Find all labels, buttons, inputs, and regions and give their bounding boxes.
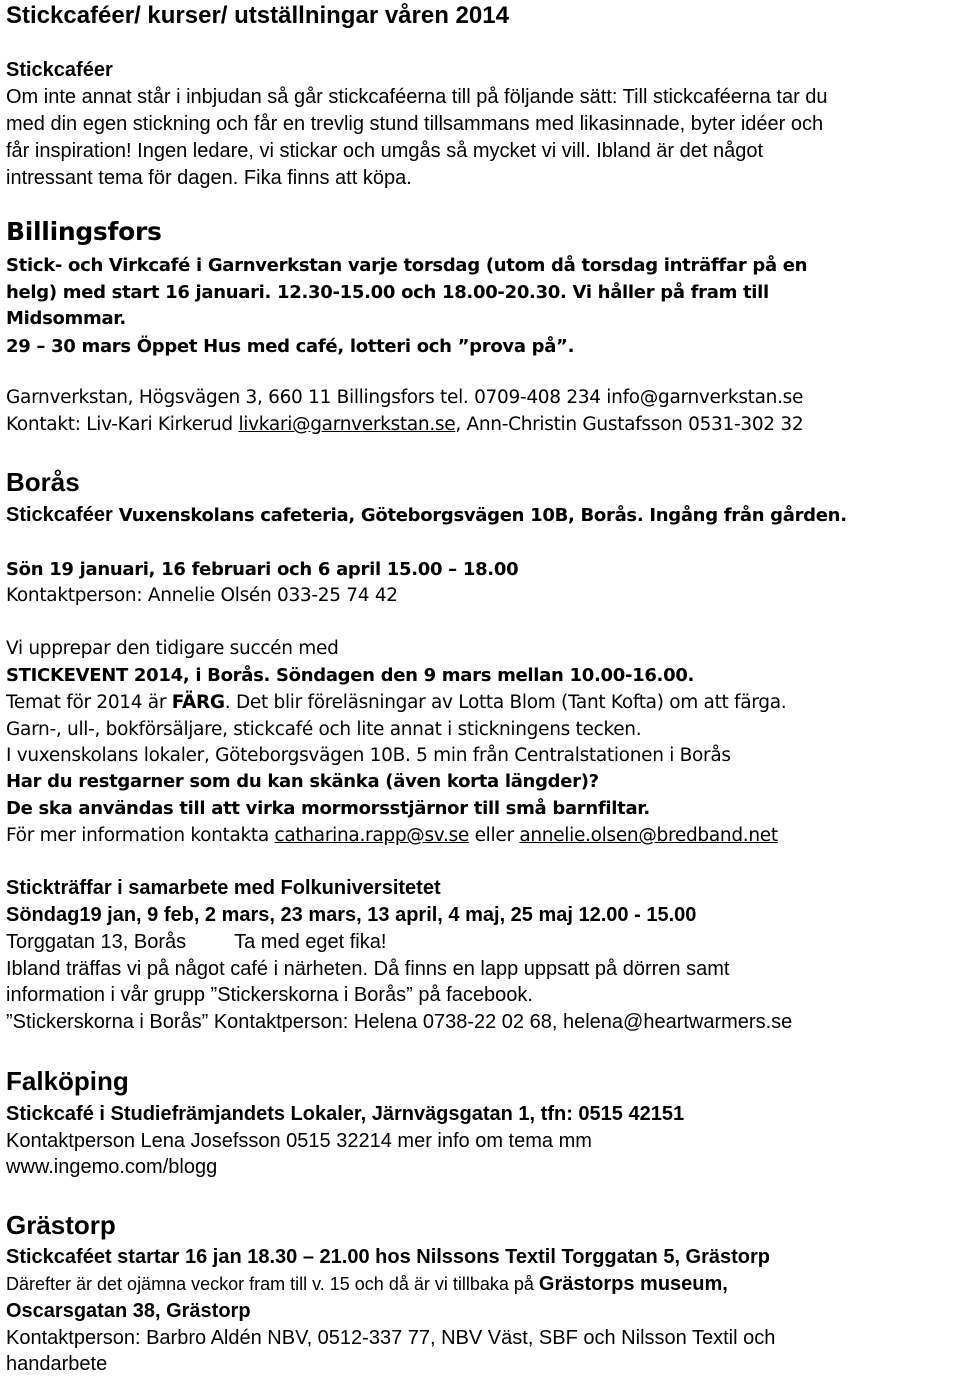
folkuni-cafe: Ibland träffas vi på något café i närheten. Då finns en lapp uppsatt på dörren samt <box>6 958 730 980</box>
contact-rest: , Ann-Christin Gustafsson 0531-302 32 <box>455 414 804 435</box>
falkoping-contact: Kontaktperson Lena Josefsson 0515 32214 mer info om tema mm <box>6 1130 592 1152</box>
billingsfors-open-house: 29 – 30 mars Öppet Hus med café, lotteri och ”prova på”. <box>6 336 575 357</box>
billingsfors-info-line: helg) med start 16 januari. 12.30-15.00 och 18.00-20.30. Vi håller på fram till <box>6 282 769 303</box>
page-title: Stickcaféer/ kurser/ utställningar våren 2014 <box>6 2 509 29</box>
catharina-email-link[interactable]: catharina.rapp@sv.se <box>274 825 470 846</box>
boras-question: De ska användas till att virka mormorsstjärnor till små barnfiltar. <box>6 798 650 819</box>
grastorp-address: Oscarsgatan 38, Grästorp <box>6 1300 251 1322</box>
billingsfors-heading: Billingsfors <box>6 217 162 246</box>
grastorp-contact: handarbete <box>6 1353 108 1375</box>
boras-event: STICKEVENT 2014, i Borås. Söndagen den 9 mars mellan 10.00-16.00. <box>6 665 695 686</box>
theme-word: FÄRG <box>171 692 225 713</box>
billingsfors-info-line: Midsommar. <box>6 308 126 329</box>
boras-contact: Kontaktperson: Annelie Olsén 033-25 74 42 <box>6 585 398 606</box>
folkuni-fika: Ta med eget fika! <box>234 931 387 953</box>
livkari-email-link[interactable]: livkari@garnverkstan.se <box>238 414 456 435</box>
boras-info <box>6 822 778 849</box>
info-mid: eller <box>469 825 520 846</box>
boras-dates: Sön 19 januari, 16 februari och 6 april 15.00 – 18.00 <box>6 559 519 580</box>
grastorp-after-text: Därefter är det ojämna veckor fram till v. 15 och då är vi tillbaka på <box>6 1274 539 1294</box>
boras-location: I vuxenskolans lokaler, Göteborgsvägen 10B. 5 min från Centralstationen i Borås <box>6 745 731 766</box>
folkuni-address: Torggatan 13, Borås <box>6 931 187 953</box>
info-prefix: För mer information kontakta <box>6 825 275 846</box>
billingsfors-contact <box>6 411 803 438</box>
grastorp-after <box>6 1271 728 1298</box>
falkoping-venue: Stickcafé i Studiefrämjandets Lokaler, Järnvägsgatan 1, tfn: 0515 42151 <box>6 1103 685 1125</box>
billingsfors-info-line: Stick- och Virkcafé i Garnverkstan varje torsdag (utom då torsdag inträffar på en <box>6 255 808 276</box>
boras-venue-lead: Stickcaféer <box>6 504 113 526</box>
folkuni-contact: ”Stickerskorna i Borås” Kontaktperson: Helena 0738-22 02 68, helena@heartwarmers.se <box>6 1011 793 1033</box>
boras-question: Har du restgarner som du kan skänka (även korta längder)? <box>6 771 599 792</box>
contact-prefix: Kontakt: Liv-Kari Kirkerud <box>6 414 239 435</box>
billingsfors-address: Garnverkstan, Högsvägen 3, 660 11 Billingsfors tel. 0709-408 234 info@garnverkstan.se <box>6 387 804 408</box>
annelie-email-link[interactable]: annelie.olsen@bredband.net <box>519 825 778 846</box>
intro-line: får inspiration! Ingen ledare, vi stickar och umgås så mycket vi vill. Ibland är det något <box>6 140 764 162</box>
boras-venue <box>6 502 847 529</box>
boras-theme <box>6 689 786 716</box>
folkuni-cafe: information i vår grupp ”Stickerskorna i Borås” på facebook. <box>6 984 533 1006</box>
intro-line: Om inte annat står i inbjudan så går stickcaféerna till på följande sätt: Till stickcaféerna tar du <box>6 86 828 108</box>
grastorp-contact: Kontaktperson: Barbro Aldén NBV, 0512-337 77, NBV Väst, SBF och Nilsson Textil och <box>6 1327 776 1349</box>
falkoping-url[interactable]: www.ingemo.com/blogg <box>6 1156 218 1178</box>
theme-prefix: Temat för 2014 är <box>6 692 172 713</box>
falkoping-heading: Falköping <box>6 1066 129 1096</box>
theme-rest: . Det blir föreläsningar av Lotta Blom (Tant Kofta) om att färga. <box>224 692 787 713</box>
grastorp-start: Stickcaféet startar 16 jan 18.30 – 21.00 hos Nilssons Textil Torggatan 5, Grästorp <box>6 1246 771 1268</box>
boras-heading: Borås <box>6 467 80 497</box>
grastorp-museum: Grästorps museum, <box>538 1273 728 1295</box>
grastorp-heading: Grästorp <box>6 1210 116 1240</box>
folkuni-heading: Stickträffar i samarbete med Folkuniversitetet <box>6 877 441 899</box>
boras-venue-rest: Vuxenskolans cafeteria, Göteborgsvägen 10B, Borås. Ingång från gården. <box>112 505 847 526</box>
folkuni-place <box>6 929 386 956</box>
intro-line: med din egen stickning och får en trevlig stund tillsammans med likasinnade, byter idéer och <box>6 113 824 135</box>
boras-sales: Garn-, ull-, bokförsäljare, stickcafé och lite annat i stickningens tecken. <box>6 719 642 740</box>
intro-line: intressant tema för dagen. Fika finns att köpa. <box>6 167 412 189</box>
boras-repeat: Vi upprepar den tidigare succén med <box>6 638 339 659</box>
intro-heading: Stickcaféer <box>6 59 113 81</box>
folkuni-dates: Söndag19 jan, 9 feb, 2 mars, 23 mars, 13 april, 4 maj, 25 maj 12.00 - 15.00 <box>6 904 697 926</box>
